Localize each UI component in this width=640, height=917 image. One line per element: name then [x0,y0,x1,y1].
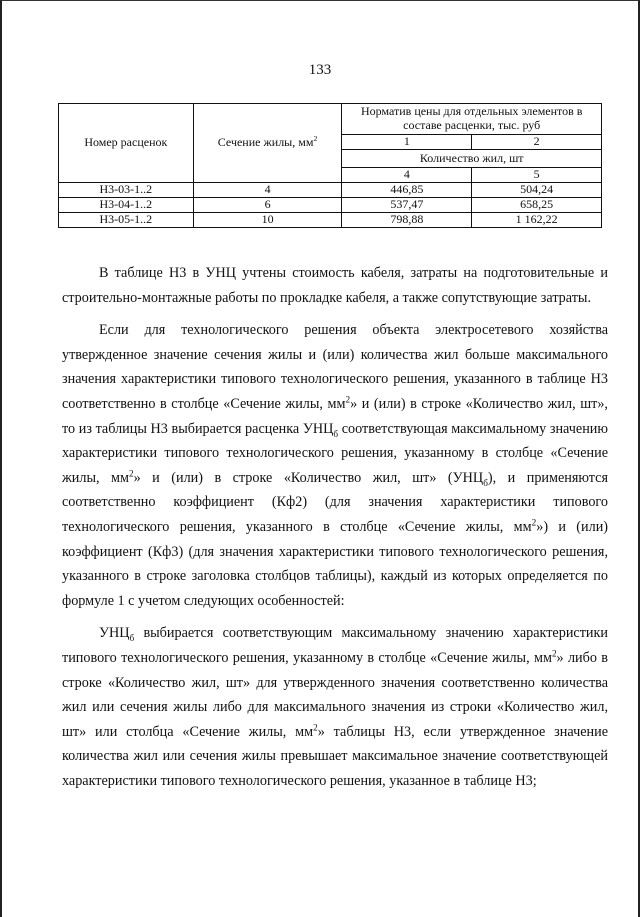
cell-code: Н3-04-1..2 [59,198,194,213]
table-row [59,198,602,213]
header-code: Номер расценок [59,104,194,183]
cell-section: 10 [193,213,342,228]
paragraph-2: Если для технологического решения объекта электросетевого хозяйства утвержденное значение сечения жилы и (или) количества жил больше максимального значения характеристики типового технологического решения, указанного в таблице Н3 соответственно в столбце «Сечение жилы, $мм^2$» и (или) в строке «Количество жил, шт», то из таблицы Н3 выбирается расценка $УНЦ_б$ соответствующая максимальному значению характеристики типового технологического решения, указанному в столбце «Сечение жилы, $мм^2$» и (или) в строке «Количество жил, шт» $(УНЦ_б)$, и применяются соответственно коэффициент (Кф2) (для значения характеристики типового технологического решения, указанного в столбце «Сечение жилы, $мм^2$») и (или) коэффициент (Кф3) (для значения характеристики типового технологического решения, указанного в строке заголовка столбцов таблицы), каждый из которых определяется по формуле 1 с учетом следующих особенностей: [62,322,609,609]
cell-code: Н3-05-1..2 [59,213,194,228]
table-header-row [59,104,602,135]
table-row [59,213,602,228]
cell-value-1: 446,85 [342,183,472,198]
cell-section: 6 [193,198,342,213]
paragraph-3: $УНЦ_б$ выбирается соответствующим максимальному значению характеристики типового технологического решения, указанному в столбце «Сечение жилы, $мм^2$» либо в строке «Количество жил, шт» для утвержденного значения соответственно количества жил или сечения жилы либо для максимального значения из строки «Количество жил, шт» или столбца «Сечение жилы, $мм^2$» таблицы Н3, если утвержденное значение количества жил или сечения жилы превышает максимальное значение соответствующей характеристики типового технологического решения, указанное в таблице Н3; [62,625,608,789]
header-sub-2: 2 [472,135,602,150]
header-section-text: Сечение жилы, мм [217,135,314,150]
cell-value-2: 1 162,22 [472,213,602,228]
cell-value-1: 798,88 [342,213,472,228]
cell-code: Н3-03-1..2 [59,183,194,198]
cell-value-2: 504,24 [472,183,602,198]
cell-value-2: 658,25 [472,198,602,213]
cell-value-1: 537,47 [342,198,472,213]
header-count-1: 4 [342,168,472,183]
header-price-group: Норматив цены для отдельных элементов в составе расценки, тыс. руб [342,104,602,135]
paragraph-1: В таблице Н3 в УНЦ учтены стоимость кабеля, затраты на подготовительные и строительно-монтажные работы по прокладке кабеля, а также сопутствующие затраты. [62,265,608,306]
header-sub-1: 1 [342,135,472,150]
header-section [193,104,342,183]
header-count-2: 5 [472,168,602,183]
header-section-sup: 2 [313,134,318,144]
table-row [59,183,602,198]
rates-table [58,103,602,228]
header-count-label: Количество жил, шт [342,150,602,168]
body-text [62,261,608,793]
page-number: 133 [308,62,332,78]
cell-section: 4 [193,183,342,198]
